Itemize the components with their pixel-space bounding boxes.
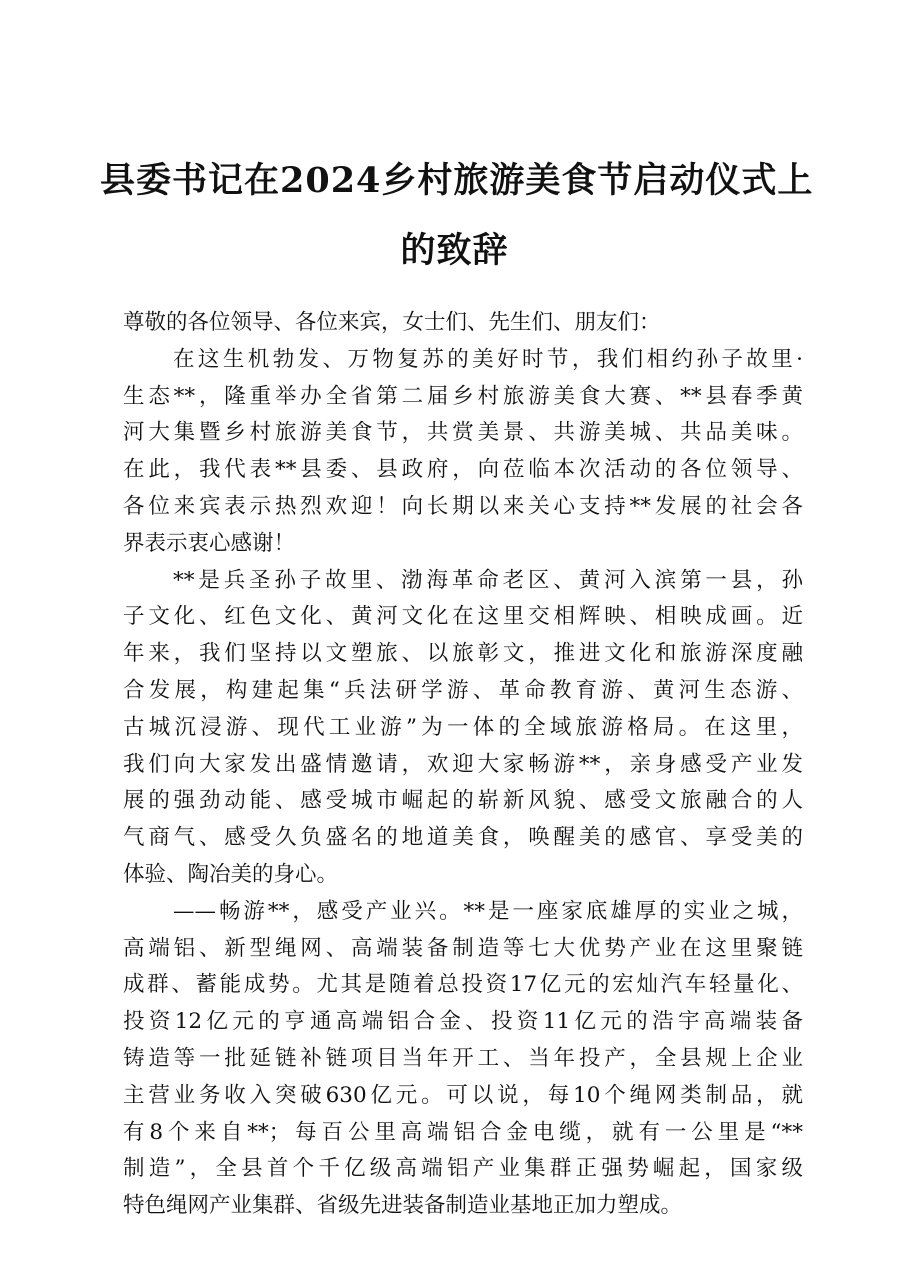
body-line: 气商气、感受久负盛名的地道美食，唤醒美的感官、享受美的 [123,825,803,851]
body-line: 我们向大家发出盛情邀请，欢迎大家畅游**，亲身感受产业发 [123,751,803,777]
document-title [100,146,814,286]
body-line: 制造”，全县首个千亿级高端铝产业集群正强势崛起，国家级 [123,1156,803,1182]
body-line: 特色绳网产业集群、省级先进装备制造业基地正加力塑成。 [123,1193,683,1219]
body-line: **是兵圣孙子故里、渤海革命老区、黄河入滨第一县，孙 [173,567,803,593]
body-line: 在这生机勃发、万物复苏的美好时节，我们相约孙子故里· [173,346,803,372]
body-line: 尊敬的各位领导、各位来宾，女士们、先生们、朋友们： [123,310,661,335]
body-line: 主营业务收入突破630亿元。可以说，每10个绳网类制品，就 [123,1082,803,1108]
body-line: 古城沉浸游、现代工业游”为一体的全域旅游格局。在这里， [123,714,803,740]
body-line: 子文化、红色文化、黄河文化在这里交相辉映、相映成画。近 [123,604,803,630]
body-line: 合发展，构建起集“兵法研学游、革命教育游、黄河生态游、 [123,677,803,703]
title-line-1: 县委书记在2024乡村旅游美食节启动仪式上 [100,160,814,201]
body-line: 高端铝、新型绳网、高端装备制造等七大优势产业在这里聚链 [123,935,803,961]
body-line: 河大集暨乡村旅游美食节，共赏美景、共游美城、共品美味。 [123,420,803,446]
body-line: 铸造等一批延链补链项目当年开工、当年投产，全县规上企业 [123,1045,803,1071]
body-line: 年来，我们坚持以文塑旅、以旅彰文，推进文化和旅游深度融 [123,641,803,667]
title-line-2: 的致辞 [400,230,509,271]
body-line: 成群、蓄能成势。尤其是随着总投资17亿元的宏灿汽车轻量化、 [123,972,803,998]
body-line: 在此，我代表**县委、县政府，向莅临本次活动的各位领导、 [123,457,803,483]
body-line: 各位来宾表示热烈欢迎！向长期以来关心支持**发展的社会各 [123,493,803,519]
body-line: 投资12亿元的亨通高端铝合金、投资11亿元的浩宇高端装备 [123,1009,803,1035]
body-line: 生态**，隆重举办全省第二届乡村旅游美食大赛、**县春季黄 [123,383,803,409]
body-line: ——畅游**，感受产业兴。**是一座家底雄厚的实业之城， [173,898,803,924]
body-line: 界表示衷心感谢！ [123,530,296,556]
document-body [123,305,803,1225]
body-line: 有8个来自**；每百公里高端铝合金电缆，就有一公里是“** [123,1119,803,1145]
body-line: 展的强劲动能、感受城市崛起的崭新风貌、感受文旅融合的人 [123,788,803,814]
body-line: 体验、陶冶美的身心。 [123,861,339,887]
